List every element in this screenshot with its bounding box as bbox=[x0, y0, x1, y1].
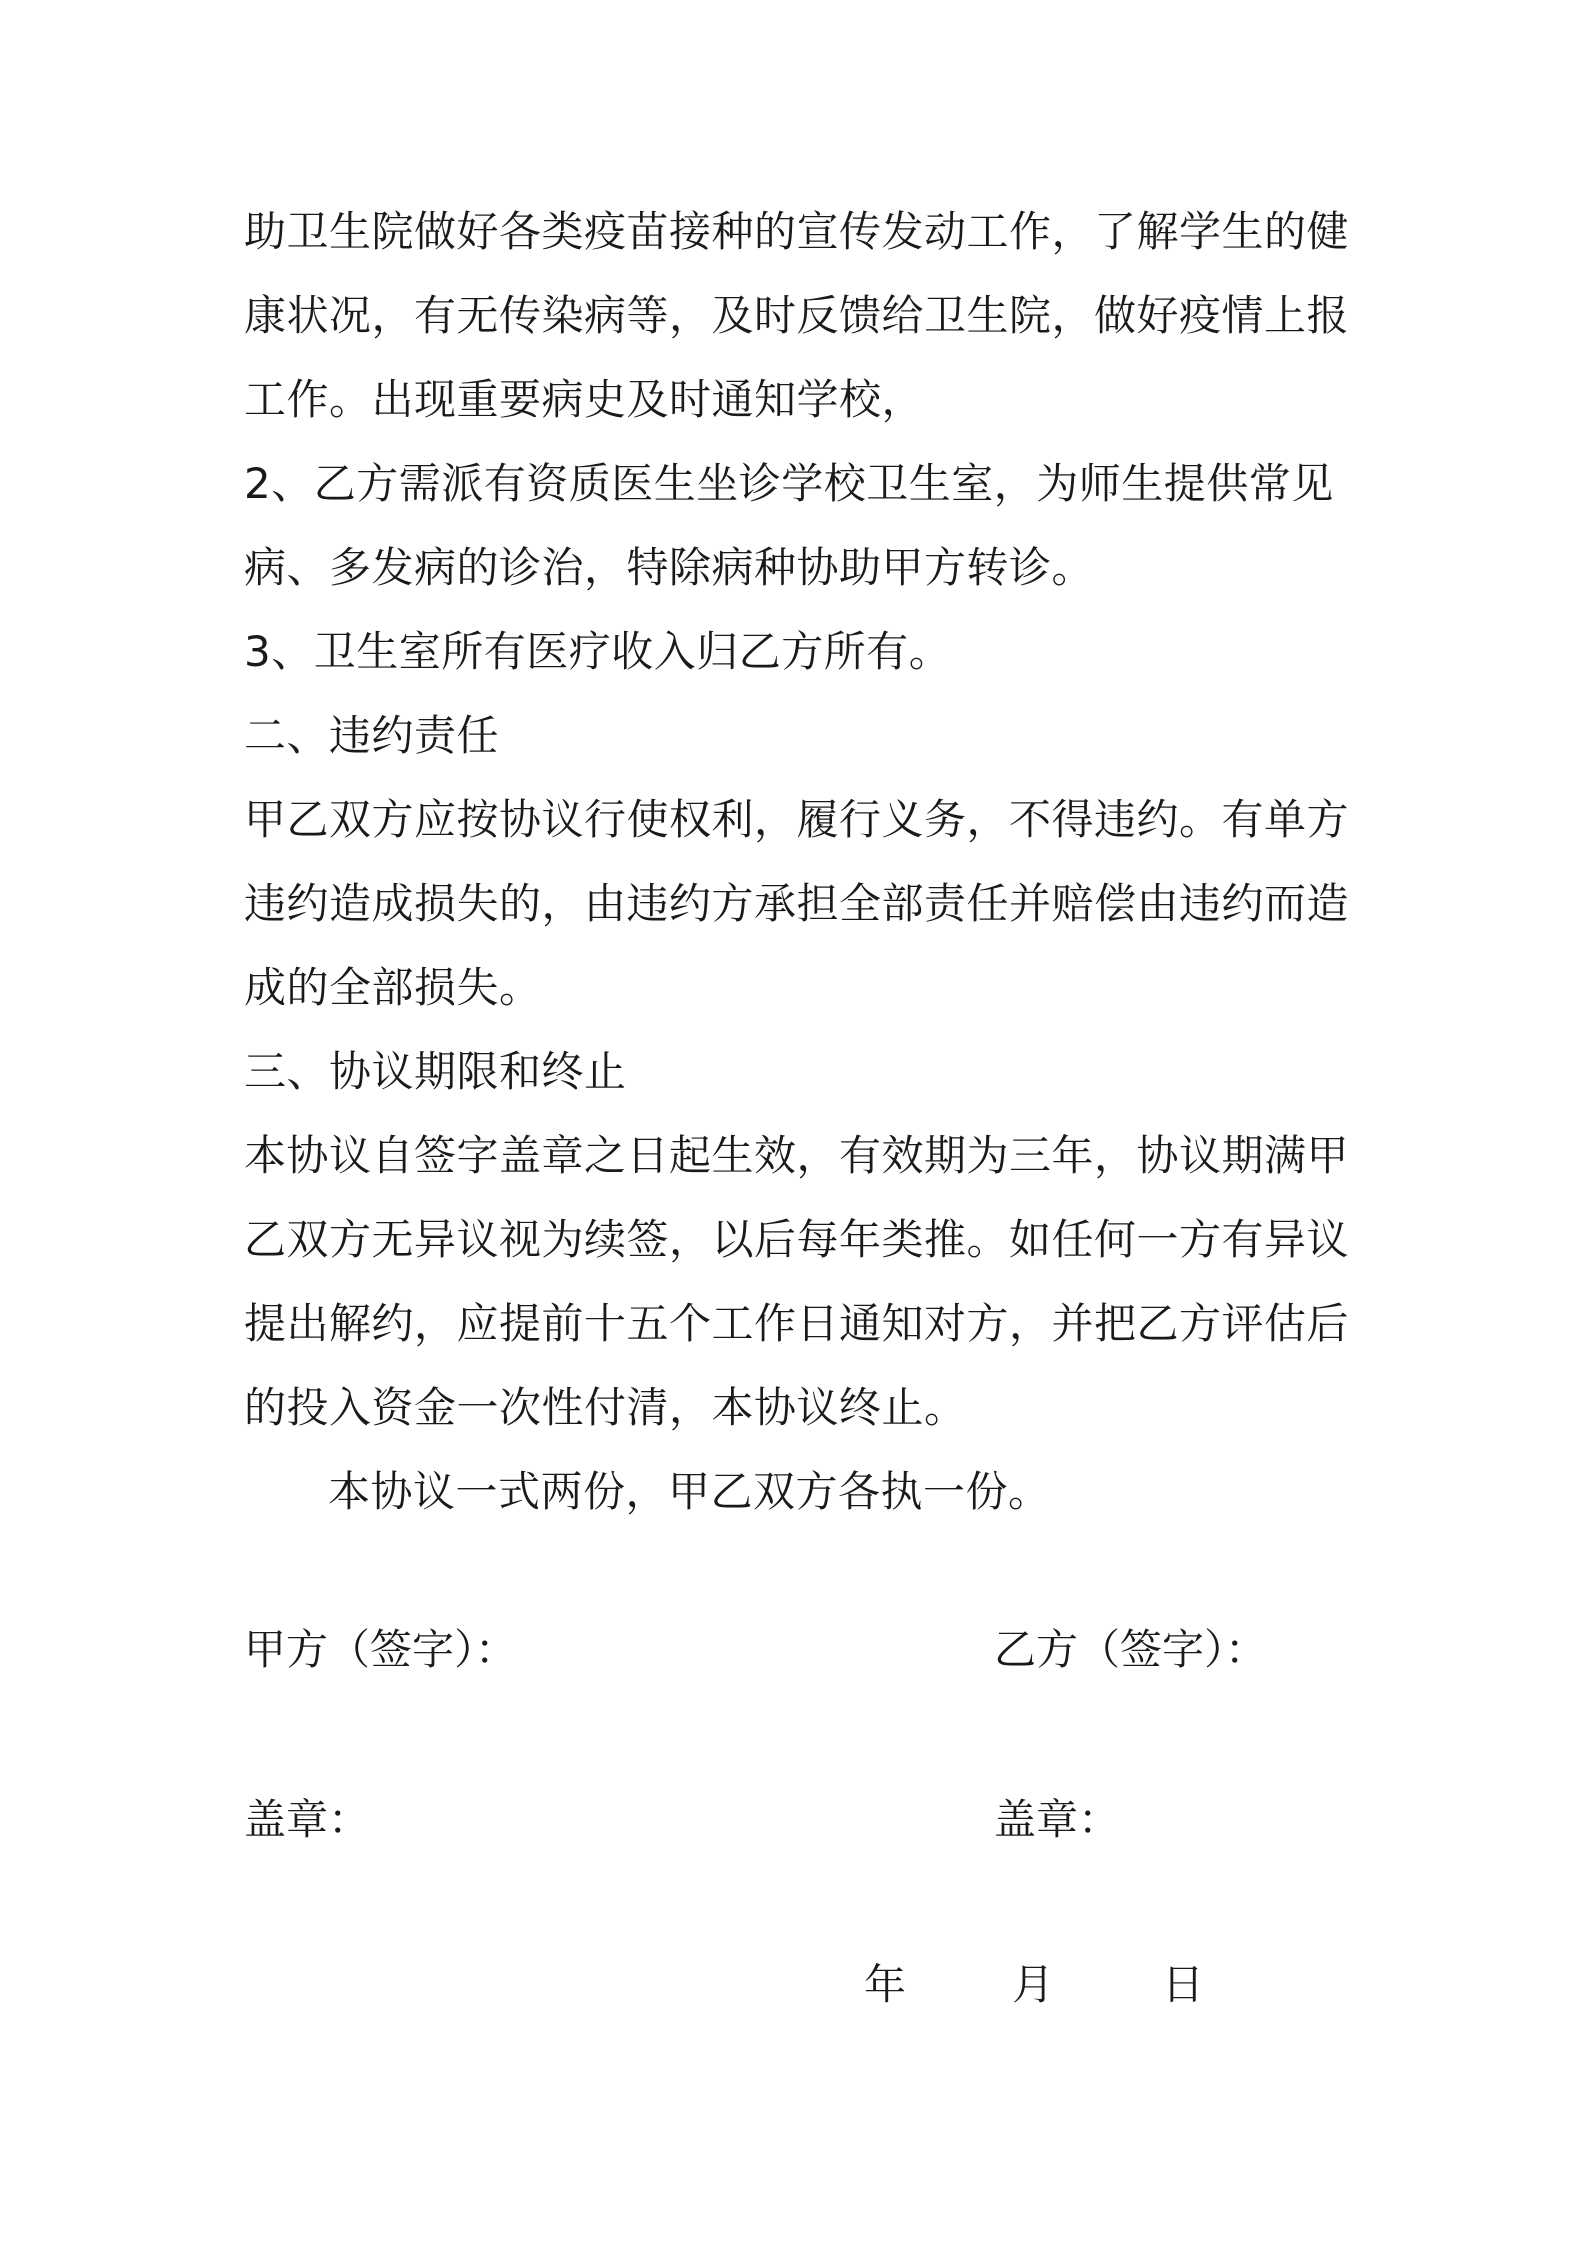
date-month-label: 月 bbox=[1012, 1960, 1055, 2009]
date-day-label: 日 bbox=[1162, 1960, 1205, 2009]
liability-line: 成的全部损失。 bbox=[244, 963, 542, 1012]
section-heading-term: 三、协议期限和终止 bbox=[244, 1047, 627, 1096]
agreement-body bbox=[244, 190, 1360, 1534]
term-line: 提出解约，应提前十五个工作日通知对方，并把乙方评估后 bbox=[244, 1299, 1350, 1348]
party-a-signature-label: 甲方（签字）： bbox=[244, 1625, 518, 1674]
copies-line: 本协议一式两份，甲乙双方各执一份。 bbox=[328, 1467, 1051, 1516]
clause-2-line: 病、多发病的诊治，特除病种协助甲方转诊。 bbox=[244, 543, 1095, 592]
party-b-signature-label: 乙方（签字）： bbox=[994, 1625, 1268, 1674]
term-line: 乙双方无异议视为续签，以后每年类推。如任何一方有异议 bbox=[244, 1215, 1350, 1264]
paragraph-line: 康状况，有无传染病等，及时反馈给卫生院，做好疫情上报 bbox=[244, 291, 1350, 340]
paragraph-line: 工作。出现重要病史及时通知学校， bbox=[244, 375, 925, 424]
clause-2-line: 2、乙方需派有资质医生坐诊学校卫生室，为师生提供常见 bbox=[244, 459, 1334, 508]
term-line: 的投入资金一次性付清，本协议终止。 bbox=[244, 1383, 967, 1432]
clause-3-line: 3、卫生室所有医疗收入归乙方所有。 bbox=[244, 627, 952, 676]
party-b-seal-label: 盖章： bbox=[994, 1795, 1121, 1844]
party-a-seal-label: 盖章： bbox=[244, 1795, 371, 1844]
term-line: 本协议自签字盖章之日起生效，有效期为三年，协议期满甲 bbox=[244, 1131, 1350, 1180]
date-year-label: 年 bbox=[864, 1960, 907, 2009]
liability-line: 甲乙双方应按协议行使权利，履行义务，不得违约。有单方 bbox=[244, 795, 1350, 844]
liability-line: 违约造成损失的，由违约方承担全部责任并赔偿由违约而造 bbox=[244, 879, 1350, 928]
section-heading-liability: 二、违约责任 bbox=[244, 711, 500, 760]
paragraph-line: 助卫生院做好各类疫苗接种的宣传发动工作，了解学生的健 bbox=[244, 207, 1350, 256]
